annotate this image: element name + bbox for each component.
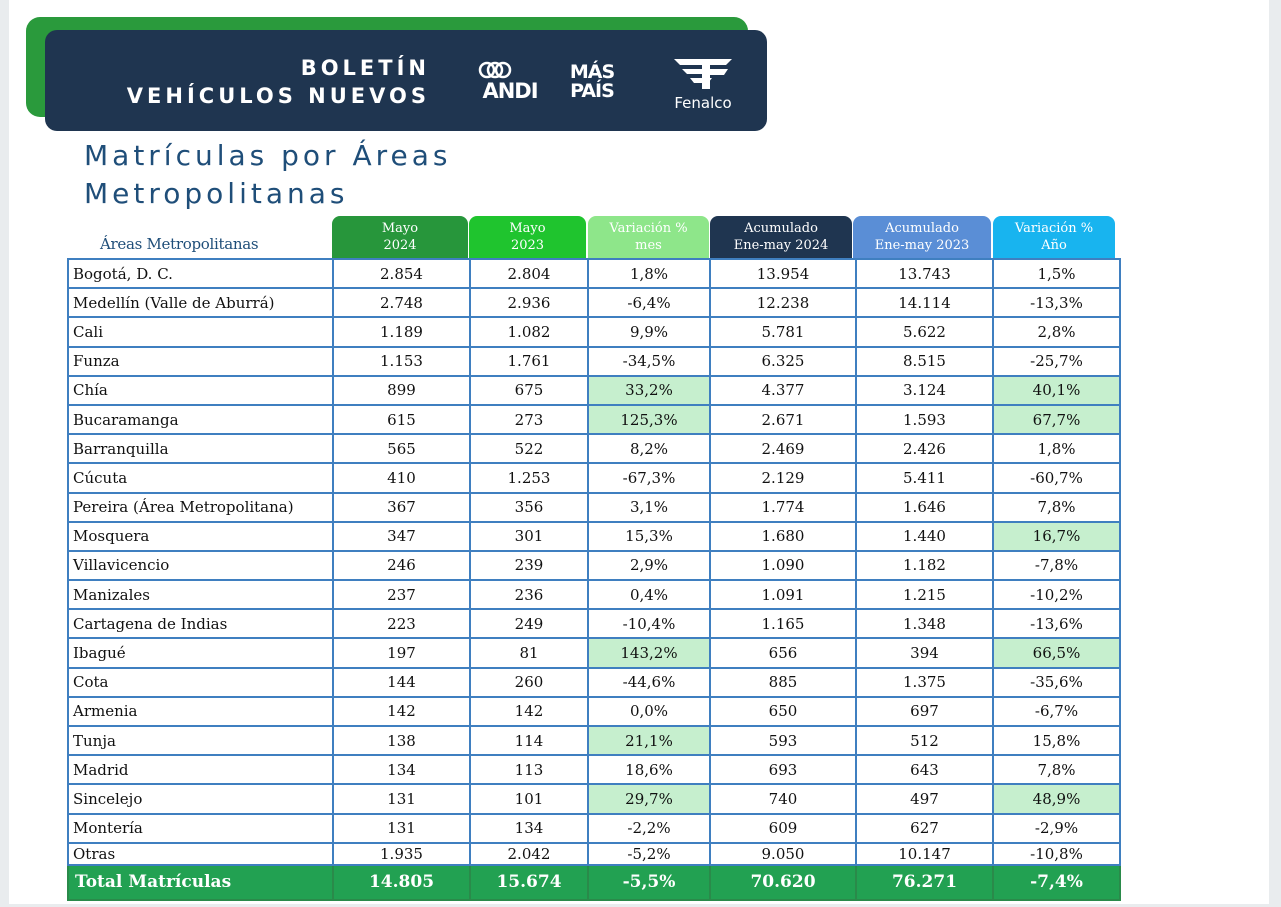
cell-acumulado-2024: 1.680 — [710, 522, 856, 551]
cell-area: Armenia — [68, 697, 333, 726]
cell-area: Madrid — [68, 755, 333, 784]
header-acumulado-2024 — [710, 216, 852, 258]
cell-mayo-2023: 356 — [470, 493, 588, 522]
cell-mayo-2024: 246 — [333, 551, 470, 580]
registrations-table — [67, 258, 1121, 901]
cell-area: Bogotá, D. C. — [68, 259, 333, 288]
header-line1: Mayo — [509, 221, 546, 236]
cell-area: Chía — [68, 376, 333, 405]
cell-mayo-2023: 522 — [470, 434, 588, 463]
andi-logo-text: ANDI — [482, 79, 538, 103]
table-row — [68, 434, 1120, 463]
cell-acumulado-2023: 497 — [856, 784, 993, 813]
table-row — [68, 580, 1120, 609]
cell-variacion-mes: 8,2% — [588, 434, 710, 463]
cell-acumulado-2024: 5.781 — [710, 317, 856, 346]
cell-mayo-2023: 236 — [470, 580, 588, 609]
cell-acumulado-2023: 1.375 — [856, 668, 993, 697]
cell-variacion-mes: 9,9% — [588, 317, 710, 346]
table-row — [68, 347, 1120, 376]
cell-area: Cali — [68, 317, 333, 346]
cell-mayo-2023: 1.761 — [470, 347, 588, 376]
cell-mayo-2023: 2.042 — [470, 843, 588, 865]
cell-variacion-anio: 7,8% — [993, 755, 1120, 784]
cell-acumulado-2024: 609 — [710, 814, 856, 843]
cell-area: Total Matrículas — [68, 865, 333, 900]
cell-mayo-2024: 899 — [333, 376, 470, 405]
cell-area: Medellín (Valle de Aburrá) — [68, 288, 333, 317]
cell-area: Pereira (Área Metropolitana) — [68, 493, 333, 522]
cell-mayo-2024: 138 — [333, 726, 470, 755]
cell-mayo-2024: 223 — [333, 609, 470, 638]
cell-mayo-2023: 114 — [470, 726, 588, 755]
cell-variacion-anio: -10,2% — [993, 580, 1120, 609]
cell-mayo-2024: 197 — [333, 638, 470, 667]
header-banner — [45, 30, 767, 131]
cell-mayo-2024: 131 — [333, 814, 470, 843]
cell-variacion-anio: -7,8% — [993, 551, 1120, 580]
cell-variacion-anio: -7,4% — [993, 865, 1120, 900]
bulletin-title — [105, 54, 430, 110]
cell-acumulado-2024: 6.325 — [710, 347, 856, 376]
cell-variacion-anio: 16,7% — [993, 522, 1120, 551]
cell-mayo-2023: 15.674 — [470, 865, 588, 900]
header-line2: mes — [635, 238, 662, 253]
cell-acumulado-2024: 593 — [710, 726, 856, 755]
cell-mayo-2023: 2.804 — [470, 259, 588, 288]
cell-acumulado-2024: 1.090 — [710, 551, 856, 580]
table-row — [68, 405, 1120, 434]
cell-variacion-anio: -6,7% — [993, 697, 1120, 726]
cell-variacion-mes: -2,2% — [588, 814, 710, 843]
header-line2: 2024 — [383, 238, 417, 253]
cell-area: Mosquera — [68, 522, 333, 551]
cell-variacion-anio: 7,8% — [993, 493, 1120, 522]
cell-variacion-anio: -35,6% — [993, 668, 1120, 697]
cell-acumulado-2024: 1.165 — [710, 609, 856, 638]
cell-acumulado-2024: 12.238 — [710, 288, 856, 317]
table-row — [68, 755, 1120, 784]
table-row — [68, 814, 1120, 843]
table-row — [68, 317, 1120, 346]
cell-mayo-2023: 113 — [470, 755, 588, 784]
fenalco-logo-text: Fenalco — [674, 94, 732, 112]
cell-mayo-2024: 237 — [333, 580, 470, 609]
cell-variacion-anio: -2,9% — [993, 814, 1120, 843]
cell-area: Cartagena de Indias — [68, 609, 333, 638]
cell-acumulado-2024: 2.469 — [710, 434, 856, 463]
cell-variacion-mes: -44,6% — [588, 668, 710, 697]
cell-area: Barranquilla — [68, 434, 333, 463]
cell-mayo-2024: 347 — [333, 522, 470, 551]
table-row — [68, 522, 1120, 551]
cell-variacion-mes: 3,1% — [588, 493, 710, 522]
cell-area: Otras — [68, 843, 333, 865]
table-row — [68, 668, 1120, 697]
table-row — [68, 551, 1120, 580]
cell-variacion-anio: 40,1% — [993, 376, 1120, 405]
cell-acumulado-2024: 693 — [710, 755, 856, 784]
cell-acumulado-2023: 8.515 — [856, 347, 993, 376]
table-row — [68, 259, 1120, 288]
cell-acumulado-2024: 70.620 — [710, 865, 856, 900]
cell-acumulado-2023: 512 — [856, 726, 993, 755]
cell-variacion-mes: 0,4% — [588, 580, 710, 609]
cell-acumulado-2023: 627 — [856, 814, 993, 843]
cell-acumulado-2023: 1.182 — [856, 551, 993, 580]
cell-area: Ibagué — [68, 638, 333, 667]
table-body — [68, 259, 1120, 900]
header-line2: Año — [1041, 238, 1067, 253]
page-title — [84, 137, 604, 213]
cell-variacion-anio: 48,9% — [993, 784, 1120, 813]
cell-acumulado-2024: 656 — [710, 638, 856, 667]
cell-mayo-2024: 565 — [333, 434, 470, 463]
cell-variacion-anio: 1,5% — [993, 259, 1120, 288]
table-row — [68, 288, 1120, 317]
cell-acumulado-2023: 5.411 — [856, 463, 993, 492]
cell-acumulado-2023: 3.124 — [856, 376, 993, 405]
mas-pais-logo — [560, 63, 624, 101]
cell-acumulado-2024: 1.091 — [710, 580, 856, 609]
header-line1: Variación % — [1014, 221, 1094, 236]
page-title-line2: Metropolitanas — [84, 177, 349, 210]
table-row — [68, 376, 1120, 405]
cell-acumulado-2023: 76.271 — [856, 865, 993, 900]
cell-variacion-mes: -5,2% — [588, 843, 710, 865]
table-row — [68, 638, 1120, 667]
cell-acumulado-2024: 650 — [710, 697, 856, 726]
table-row — [68, 609, 1120, 638]
cell-variacion-anio: -60,7% — [993, 463, 1120, 492]
header-variacion-anio — [993, 216, 1115, 258]
header-variacion-mes — [588, 216, 709, 258]
cell-variacion-anio: -10,8% — [993, 843, 1120, 865]
mas-pais-line1: MÁS — [569, 61, 615, 83]
header-mayo-2024 — [332, 216, 468, 258]
cell-variacion-anio: 2,8% — [993, 317, 1120, 346]
cell-acumulado-2024: 13.954 — [710, 259, 856, 288]
header-acumulado-2023 — [853, 216, 991, 258]
cell-area: Manizales — [68, 580, 333, 609]
cell-mayo-2023: 301 — [470, 522, 588, 551]
frame-right — [1269, 0, 1281, 907]
cell-acumulado-2023: 697 — [856, 697, 993, 726]
cell-variacion-anio: -13,6% — [993, 609, 1120, 638]
header-line1: Mayo — [381, 221, 419, 236]
cell-acumulado-2024: 2.671 — [710, 405, 856, 434]
total-row — [68, 865, 1120, 900]
table-row — [68, 843, 1120, 865]
cell-variacion-anio: 67,7% — [993, 405, 1120, 434]
cell-mayo-2024: 1.153 — [333, 347, 470, 376]
cell-area: Montería — [68, 814, 333, 843]
frame-left — [0, 0, 9, 907]
cell-variacion-mes: -10,4% — [588, 609, 710, 638]
cell-variacion-mes: -6,4% — [588, 288, 710, 317]
cell-area: Villavicencio — [68, 551, 333, 580]
table-row — [68, 784, 1120, 813]
cell-variacion-mes: 0,0% — [588, 697, 710, 726]
cell-variacion-anio: 66,5% — [993, 638, 1120, 667]
table-row — [68, 697, 1120, 726]
cell-acumulado-2023: 1.593 — [856, 405, 993, 434]
cell-area: Cúcuta — [68, 463, 333, 492]
cell-mayo-2023: 142 — [470, 697, 588, 726]
cell-mayo-2024: 367 — [333, 493, 470, 522]
cell-mayo-2023: 273 — [470, 405, 588, 434]
cell-variacion-anio: -25,7% — [993, 347, 1120, 376]
cell-mayo-2024: 14.805 — [333, 865, 470, 900]
table-row — [68, 493, 1120, 522]
cell-mayo-2024: 2.748 — [333, 288, 470, 317]
cell-mayo-2024: 144 — [333, 668, 470, 697]
cell-area: Sincelejo — [68, 784, 333, 813]
page-title-line1: Matrículas por Áreas — [84, 139, 452, 172]
cell-acumulado-2023: 394 — [856, 638, 993, 667]
cell-mayo-2023: 249 — [470, 609, 588, 638]
cell-variacion-mes: 18,6% — [588, 755, 710, 784]
cell-acumulado-2024: 885 — [710, 668, 856, 697]
cell-acumulado-2024: 9.050 — [710, 843, 856, 865]
cell-variacion-anio: -13,3% — [993, 288, 1120, 317]
cell-variacion-mes: 143,2% — [588, 638, 710, 667]
bulletin-title-line1: BOLETÍN — [300, 56, 430, 80]
cell-variacion-mes: -67,3% — [588, 463, 710, 492]
fenalco-mark-icon — [672, 57, 734, 91]
cell-acumulado-2023: 1.348 — [856, 609, 993, 638]
cell-area: Bucaramanga — [68, 405, 333, 434]
cell-mayo-2023: 239 — [470, 551, 588, 580]
cell-mayo-2024: 615 — [333, 405, 470, 434]
cell-mayo-2024: 134 — [333, 755, 470, 784]
cell-mayo-2024: 1.189 — [333, 317, 470, 346]
cell-variacion-mes: 2,9% — [588, 551, 710, 580]
cell-mayo-2024: 2.854 — [333, 259, 470, 288]
cell-acumulado-2023: 1.440 — [856, 522, 993, 551]
cell-variacion-mes: 15,3% — [588, 522, 710, 551]
header-line2: Ene-may 2023 — [874, 238, 970, 253]
cell-mayo-2023: 260 — [470, 668, 588, 697]
cell-acumulado-2023: 643 — [856, 755, 993, 784]
cell-variacion-mes: -5,5% — [588, 865, 710, 900]
cell-mayo-2024: 131 — [333, 784, 470, 813]
cell-mayo-2023: 2.936 — [470, 288, 588, 317]
header-line1: Acumulado — [744, 221, 818, 236]
header-line1: Acumulado — [885, 221, 959, 236]
header-line2: Ene-may 2024 — [733, 238, 829, 253]
table-row — [68, 726, 1120, 755]
andi-logo — [475, 60, 545, 102]
cell-acumulado-2023: 13.743 — [856, 259, 993, 288]
cell-mayo-2023: 1.082 — [470, 317, 588, 346]
cell-acumulado-2023: 14.114 — [856, 288, 993, 317]
cell-acumulado-2023: 2.426 — [856, 434, 993, 463]
cell-acumulado-2024: 740 — [710, 784, 856, 813]
cell-mayo-2023: 101 — [470, 784, 588, 813]
cell-acumulado-2023: 10.147 — [856, 843, 993, 865]
cell-acumulado-2023: 1.215 — [856, 580, 993, 609]
cell-acumulado-2024: 1.774 — [710, 493, 856, 522]
cell-variacion-mes: 21,1% — [588, 726, 710, 755]
cell-acumulado-2023: 5.622 — [856, 317, 993, 346]
cell-area: Cota — [68, 668, 333, 697]
cell-variacion-anio: 15,8% — [993, 726, 1120, 755]
cell-variacion-mes: 125,3% — [588, 405, 710, 434]
cell-acumulado-2024: 2.129 — [710, 463, 856, 492]
cell-mayo-2024: 1.935 — [333, 843, 470, 865]
cell-area: Funza — [68, 347, 333, 376]
cell-mayo-2024: 410 — [333, 463, 470, 492]
cell-mayo-2023: 81 — [470, 638, 588, 667]
cell-variacion-mes: 29,7% — [588, 784, 710, 813]
cell-variacion-mes: -34,5% — [588, 347, 710, 376]
areas-column-header: Áreas Metropolitanas — [100, 235, 259, 253]
cell-variacion-mes: 33,2% — [588, 376, 710, 405]
cell-area: Tunja — [68, 726, 333, 755]
mas-pais-line2: PAÍS — [570, 80, 614, 102]
table-row — [68, 463, 1120, 492]
andi-rings-icon — [475, 60, 515, 80]
header-line2: 2023 — [510, 238, 545, 253]
cell-acumulado-2024: 4.377 — [710, 376, 856, 405]
fenalco-logo — [660, 57, 746, 112]
bulletin-title-line2: VEHÍCULOS NUEVOS — [126, 84, 430, 108]
cell-mayo-2023: 675 — [470, 376, 588, 405]
cell-mayo-2023: 134 — [470, 814, 588, 843]
cell-variacion-mes: 1,8% — [588, 259, 710, 288]
cell-acumulado-2023: 1.646 — [856, 493, 993, 522]
cell-mayo-2024: 142 — [333, 697, 470, 726]
cell-variacion-anio: 1,8% — [993, 434, 1120, 463]
cell-mayo-2023: 1.253 — [470, 463, 588, 492]
header-line1: Variación % — [609, 221, 688, 236]
header-mayo-2023 — [469, 216, 586, 258]
